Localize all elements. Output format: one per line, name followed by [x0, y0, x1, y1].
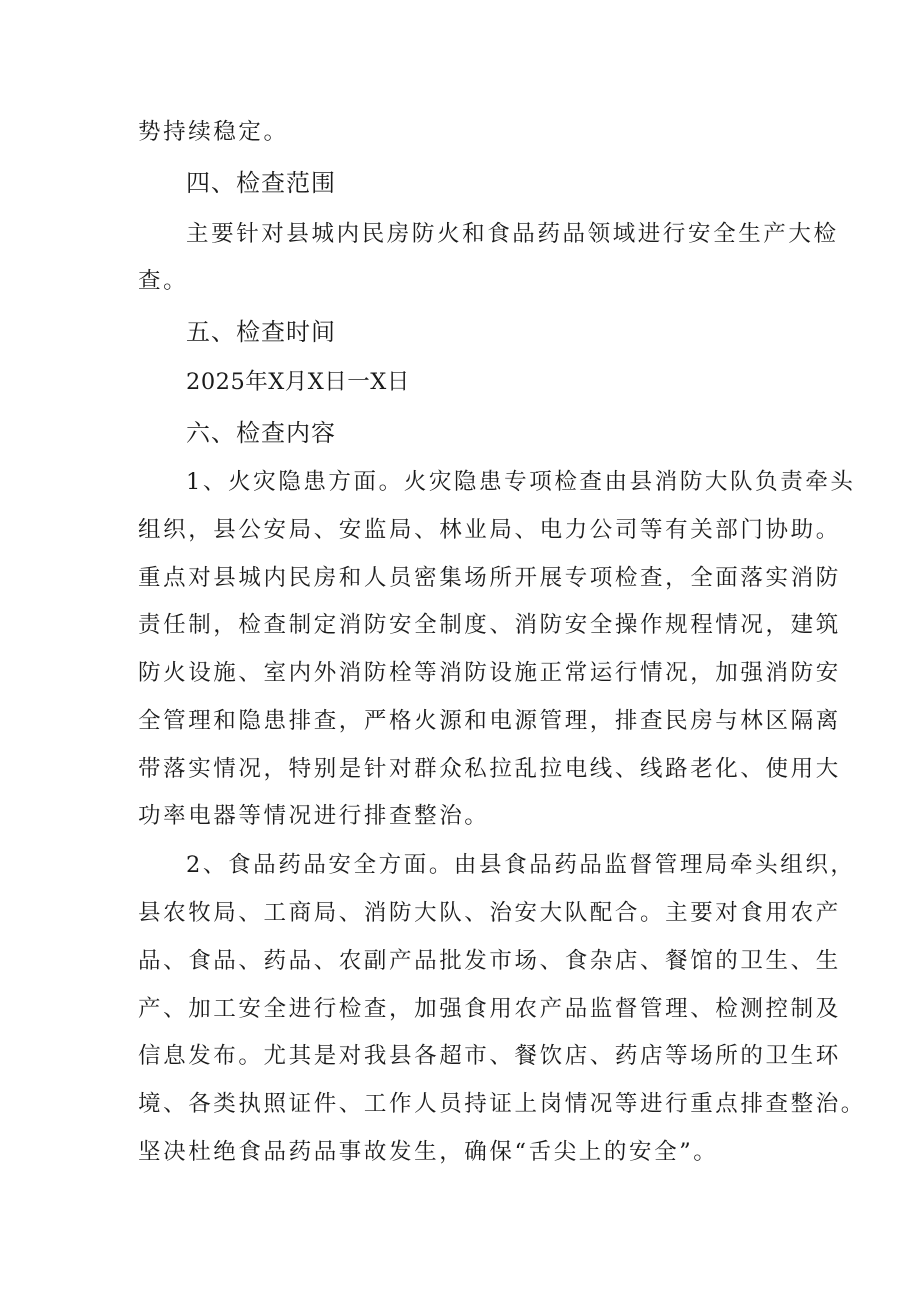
- paragraph-line: 信息发布。尤其是对我县各超市、餐饮店、药店等场所的卫生环: [138, 1043, 841, 1069]
- continuation-text: 势持续稳定。: [138, 119, 289, 145]
- paragraph-line: 责任制，检查制定消防安全制度、消防安全操作规程情况，建筑: [138, 612, 841, 638]
- paragraph-line: 产、加工安全进行检查，加强食用农产品监督管理、检测控制及: [138, 996, 841, 1022]
- paragraph-line: 重点对县城内民房和人员密集场所开展专项检查，全面落实消防: [138, 565, 841, 591]
- paragraph-line: 坚决杜绝食品药品事故发生，确保“舌尖上的安全”。: [138, 1139, 719, 1165]
- paragraph-line: 防火设施、室内外消防栓等消防设施正常运行情况，加强消防安: [138, 660, 841, 686]
- paragraph-line: 功率电器等情况进行排查整治。: [138, 803, 490, 829]
- paragraph-line: 县农牧局、工商局、消防大队、治安大队配合。主要对食用农产: [138, 900, 841, 926]
- paragraph-line: 主要针对县城内民房防火和食品药品领域进行安全生产大检: [186, 221, 839, 247]
- paragraph-line: 查。: [138, 268, 189, 294]
- section-heading-content: 六、检查内容: [186, 419, 336, 447]
- inspection-date: 2025年X月X日一X日: [186, 369, 410, 395]
- paragraph-line: 2、食品药品安全方面。由县食品药品监督管理局牵头组织，: [186, 852, 856, 878]
- section-heading-time: 五、检查时间: [186, 318, 336, 346]
- section-heading-scope: 四、检查范围: [186, 169, 336, 197]
- paragraph-line: 品、食品、药品、农副产品批发市场、食杂店、餐馆的卫生、生: [138, 948, 841, 974]
- paragraph-line: 带落实情况，特别是针对群众私拉乱拉电线、线路老化、使用大: [138, 756, 841, 782]
- paragraph-line: 组织，县公安局、安监局、林业局、电力公司等有关部门协助。: [138, 517, 841, 543]
- paragraph-line: 境、各类执照证件、工作人员持证上岗情况等进行重点排查整治。: [138, 1091, 866, 1117]
- paragraph-line: 全管理和隐患排查，严格火源和电源管理，排查民房与林区隔离: [138, 708, 841, 734]
- paragraph-line: 1、火灾隐患方面。火灾隐患专项检查由县消防大队负责牵头: [186, 469, 856, 495]
